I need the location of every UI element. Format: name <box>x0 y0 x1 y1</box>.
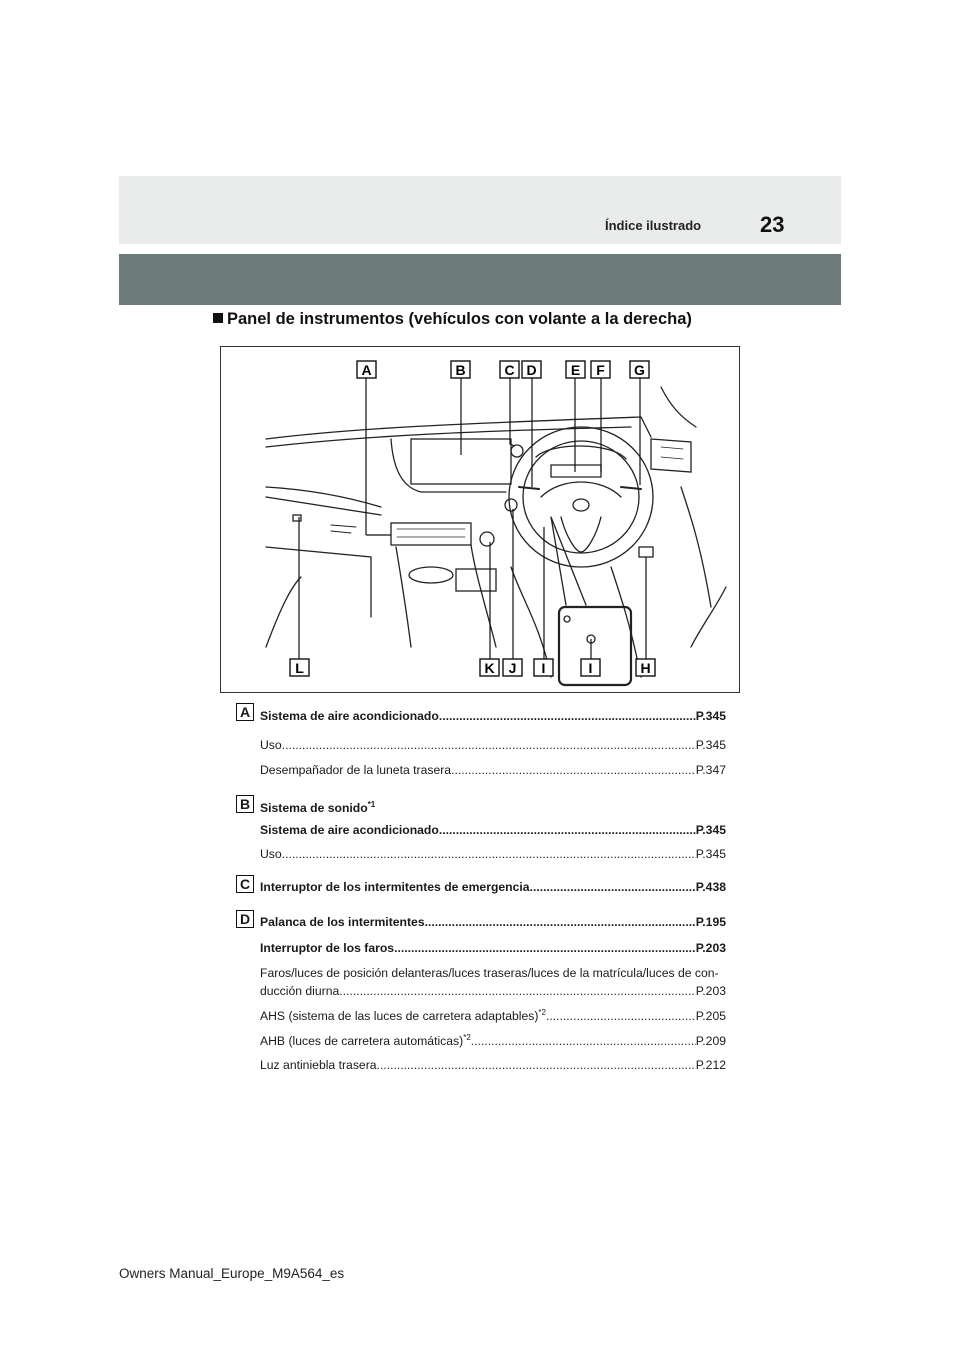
figure-label-k: K <box>484 660 495 676</box>
footnote-marker: *2 <box>463 1033 471 1042</box>
figure-label-g: G <box>634 362 645 378</box>
page-reference: P.345 <box>695 823 726 837</box>
footnote-marker: *1 <box>367 800 376 809</box>
leader-dots <box>282 847 696 861</box>
entry-line <box>260 966 726 980</box>
leader-dots <box>377 1058 696 1072</box>
figure-label-h: H <box>640 660 651 676</box>
subheading-text: Panel de instrumentos (vehículos con volante a la derecha) <box>227 310 692 328</box>
entry-line-label: Sistema de aire acondicionado <box>260 709 439 723</box>
page-reference: P.347 <box>695 763 726 777</box>
entry-letter-badge: A <box>236 703 254 721</box>
entry-line <box>260 738 726 752</box>
entry-line-label: Palanca de los intermitentes <box>260 915 425 929</box>
page-reference: P.438 <box>695 880 726 894</box>
subheading <box>213 310 692 329</box>
entry-letter-badge: C <box>236 875 254 893</box>
entry-line <box>260 941 726 955</box>
page-reference: P.195 <box>695 915 726 929</box>
entry-line-label <box>260 1008 546 1023</box>
figure-label-a: A <box>361 362 372 378</box>
entry-letter-badge: B <box>236 795 254 813</box>
figure-label-e: E <box>570 362 581 378</box>
entry-line-label: Desempañador de la luneta trasera <box>260 763 452 777</box>
square-bullet-icon <box>213 313 223 323</box>
page-reference: P.203 <box>695 941 726 955</box>
entry-line <box>260 709 726 723</box>
leader-dots <box>530 880 696 894</box>
page-reference: P.205 <box>695 1009 726 1024</box>
entry-line <box>260 823 726 837</box>
entry-line <box>260 763 726 777</box>
entry-line-label: Sistema de aire acondicionado <box>260 823 439 837</box>
leader-dots <box>546 1009 696 1023</box>
page-reference: P.345 <box>695 738 726 752</box>
figure-label-d: D <box>526 362 537 378</box>
page-reference: P.203 <box>695 984 726 998</box>
leader-dots <box>339 984 695 998</box>
figure-label-l: L <box>295 660 304 676</box>
entry-line-label <box>260 800 375 815</box>
entry-line <box>260 915 726 929</box>
page-reference: P.345 <box>695 847 726 861</box>
page-reference: P.209 <box>695 1034 726 1049</box>
entry-line-label: Uso <box>260 738 282 752</box>
entry-line-label <box>260 1033 471 1048</box>
entry-line <box>260 1033 726 1048</box>
entry-line-text: Sistema de sonido <box>260 801 368 816</box>
leader-dots <box>439 823 696 837</box>
entry-line <box>260 800 726 815</box>
leader-dots <box>439 709 696 723</box>
figure-label-c: C <box>504 362 515 378</box>
header-band <box>119 176 841 244</box>
entry-line-label: Faros/luces de posición delanteras/luces traseras/luces de la matrícula/luces de con- <box>260 966 719 980</box>
entry-letter-badge: D <box>236 910 254 928</box>
grey-band <box>119 254 841 305</box>
entry-line-label: Interruptor de los intermitentes de emergencia <box>260 880 530 894</box>
figure-label-i-1: I <box>541 660 546 676</box>
dashboard-figure <box>220 346 740 693</box>
entry-line <box>260 984 726 998</box>
figure-label-f: F <box>596 362 605 378</box>
footnote-marker: *2 <box>538 1008 546 1017</box>
entry-line <box>260 1058 726 1072</box>
entry-line <box>260 880 726 894</box>
entry-line-text: AHS (sistema de las luces de carretera adaptables) <box>260 1009 539 1024</box>
figure-label-b: B <box>455 362 466 378</box>
leader-dots <box>451 763 696 777</box>
footer-text: Owners Manual_Europe_M9A564_es <box>119 1266 345 1281</box>
page-reference: P.212 <box>695 1058 726 1072</box>
figure-label-i-2: I <box>588 660 593 676</box>
leader-dots <box>282 738 696 752</box>
entry-line <box>260 1008 726 1023</box>
leader-dots <box>425 915 696 929</box>
entry-line-label: Interruptor de los faros <box>260 941 395 955</box>
section-title: Índice ilustrado <box>605 218 702 233</box>
entry-line <box>260 847 726 861</box>
page-reference: P.345 <box>695 709 726 723</box>
dashboard-illustration <box>221 347 741 694</box>
figure-label-j: J <box>508 660 517 676</box>
page-number: 23 <box>760 212 785 237</box>
entry-line-label: Uso <box>260 847 282 861</box>
entry-line-label: ducción diurna <box>260 984 340 998</box>
leader-dots <box>394 941 696 955</box>
entry-line-text: AHB (luces de carretera automáticas) <box>260 1034 464 1049</box>
entry-line-label: Luz antiniebla trasera <box>260 1058 377 1072</box>
leader-dots <box>471 1034 696 1048</box>
